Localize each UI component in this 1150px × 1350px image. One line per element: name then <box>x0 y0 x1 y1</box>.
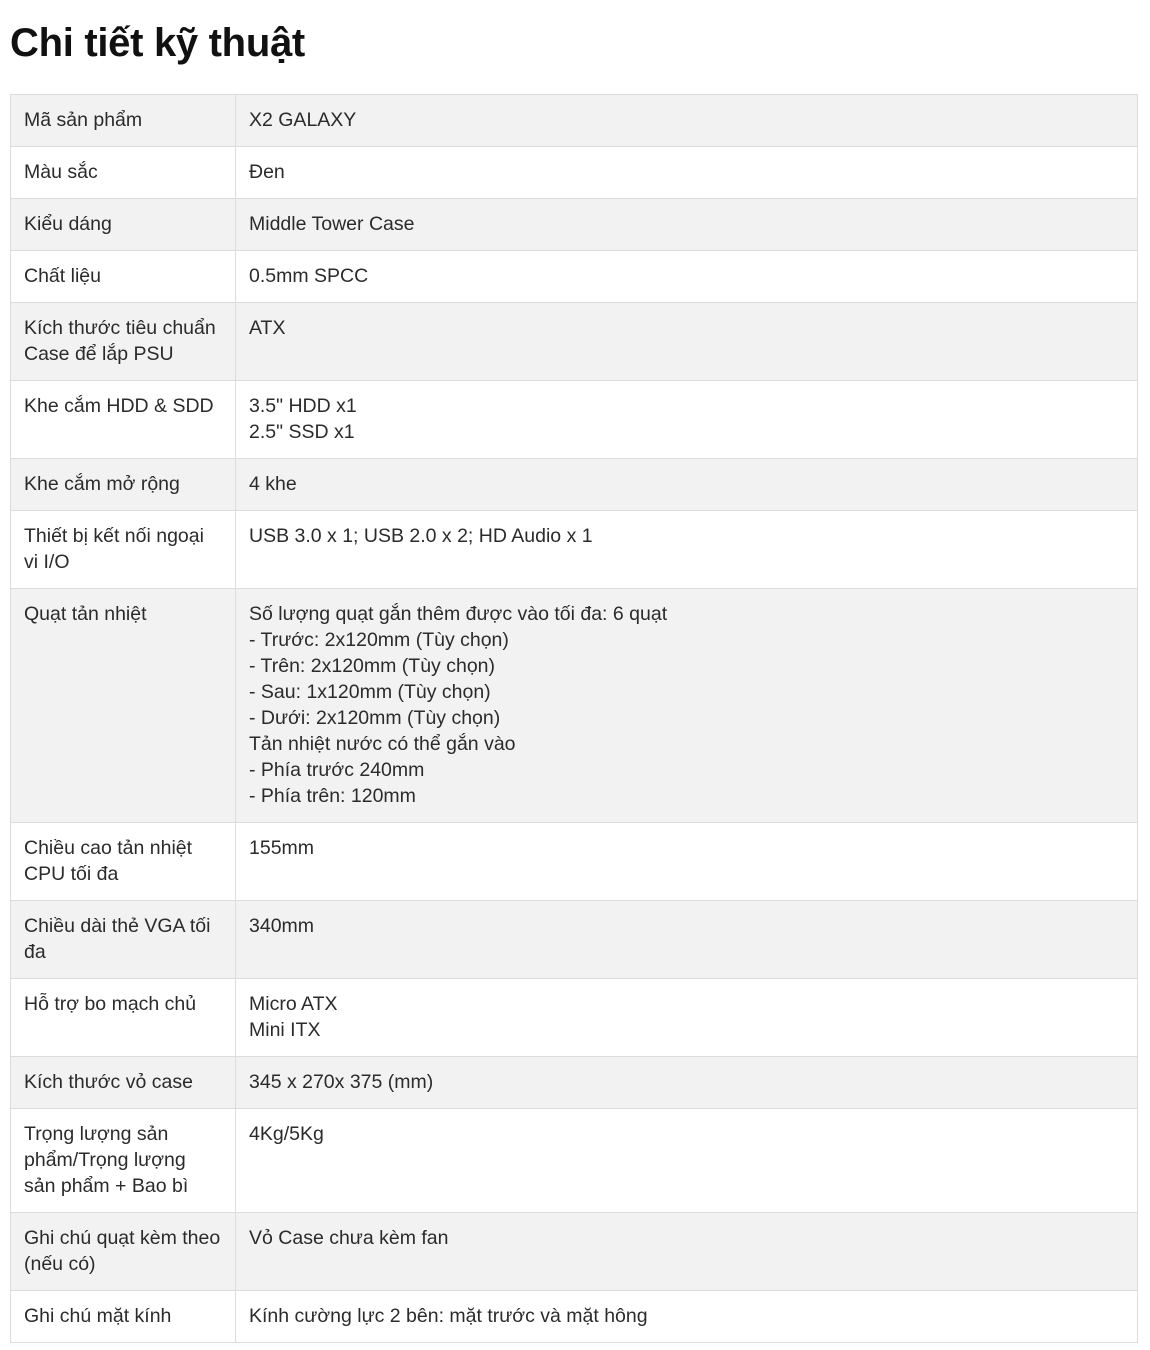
spec-value-line: Số lượng quạt gắn thêm được vào tối đa: 6 quạt <box>249 603 668 625</box>
spec-value <box>236 381 1138 459</box>
spec-value-line: 2.5" SSD x1 <box>249 421 355 443</box>
spec-value-line: 155mm <box>249 837 315 859</box>
spec-value <box>236 823 1138 901</box>
spec-value-line: Tản nhiệt nước có thể gắn vào <box>249 733 516 755</box>
spec-table-body <box>11 95 1138 1343</box>
spec-value-line: - Phía trên: 120mm <box>249 785 416 807</box>
spec-label: Kích thước tiêu chuẩn Case để lắp PSU <box>11 303 236 381</box>
spec-value-line: - Trên: 2x120mm (Tùy chọn) <box>249 655 495 677</box>
spec-value-line: 345 x 270x 375 (mm) <box>249 1071 434 1093</box>
spec-label: Quạt tản nhiệt <box>11 589 236 823</box>
spec-value <box>236 199 1138 251</box>
spec-row <box>11 1109 1138 1213</box>
spec-label: Thiết bị kết nối ngoại vi I/O <box>11 511 236 589</box>
spec-row <box>11 459 1138 511</box>
spec-value <box>236 1057 1138 1109</box>
spec-value-line: Middle Tower Case <box>249 213 415 235</box>
spec-value <box>236 1213 1138 1291</box>
spec-value <box>236 95 1138 147</box>
spec-value <box>236 303 1138 381</box>
spec-value-line: - Sau: 1x120mm (Tùy chọn) <box>249 681 491 703</box>
page-title: Chi tiết kỹ thuật <box>10 21 305 65</box>
spec-row <box>11 1291 1138 1343</box>
spec-label: Kích thước vỏ case <box>11 1057 236 1109</box>
spec-label: Chiều dài thẻ VGA tối đa <box>11 901 236 979</box>
spec-label: Ghi chú quạt kèm theo (nếu có) <box>11 1213 236 1291</box>
spec-value <box>236 979 1138 1057</box>
spec-table <box>10 94 1138 1343</box>
spec-row <box>11 1057 1138 1109</box>
spec-row <box>11 381 1138 459</box>
spec-value-line: USB 3.0 x 1; USB 2.0 x 2; HD Audio x 1 <box>249 525 593 547</box>
spec-row <box>11 901 1138 979</box>
spec-row <box>11 251 1138 303</box>
spec-value <box>236 1109 1138 1213</box>
spec-value-line: Mini ITX <box>249 1019 321 1041</box>
spec-row <box>11 823 1138 901</box>
spec-value-line: Đen <box>249 161 285 183</box>
spec-label: Khe cắm HDD & SDD <box>11 381 236 459</box>
spec-value-line: Kính cường lực 2 bên: mặt trước và mặt hông <box>249 1305 648 1327</box>
spec-value-line: 4 khe <box>249 473 297 495</box>
spec-value-line: - Trước: 2x120mm (Tùy chọn) <box>249 629 509 651</box>
spec-value <box>236 1291 1138 1343</box>
spec-label: Màu sắc <box>11 147 236 199</box>
spec-row <box>11 589 1138 823</box>
spec-label: Mã sản phẩm <box>11 95 236 147</box>
spec-value-line: 4Kg/5Kg <box>249 1123 324 1145</box>
spec-value-line: 0.5mm SPCC <box>249 265 369 287</box>
spec-value <box>236 147 1138 199</box>
spec-label: Chiều cao tản nhiệt CPU tối đa <box>11 823 236 901</box>
spec-value-line: ATX <box>249 317 286 339</box>
spec-row <box>11 1213 1138 1291</box>
spec-value-line: 340mm <box>249 915 315 937</box>
spec-row <box>11 511 1138 589</box>
spec-value <box>236 251 1138 303</box>
spec-value-line: Micro ATX <box>249 993 338 1015</box>
spec-value-line: - Dưới: 2x120mm (Tùy chọn) <box>249 707 501 729</box>
spec-value-line: Vỏ Case chưa kèm fan <box>249 1227 449 1249</box>
spec-label: Chất liệu <box>11 251 236 303</box>
spec-label: Kiểu dáng <box>11 199 236 251</box>
spec-row <box>11 979 1138 1057</box>
spec-value <box>236 511 1138 589</box>
spec-value <box>236 459 1138 511</box>
spec-row <box>11 95 1138 147</box>
spec-value <box>236 589 1138 823</box>
spec-value <box>236 901 1138 979</box>
spec-row <box>11 199 1138 251</box>
spec-label: Ghi chú mặt kính <box>11 1291 236 1343</box>
spec-label: Trọng lượng sản phẩm/Trọng lượng sản phẩm + Bao bì <box>11 1109 236 1213</box>
spec-value-line: 3.5" HDD x1 <box>249 395 357 417</box>
spec-label: Hỗ trợ bo mạch chủ <box>11 979 236 1057</box>
spec-value-line: X2 GALAXY <box>249 109 357 131</box>
spec-row <box>11 303 1138 381</box>
spec-label: Khe cắm mở rộng <box>11 459 236 511</box>
spec-value-line: - Phía trước 240mm <box>249 759 425 781</box>
spec-row <box>11 147 1138 199</box>
